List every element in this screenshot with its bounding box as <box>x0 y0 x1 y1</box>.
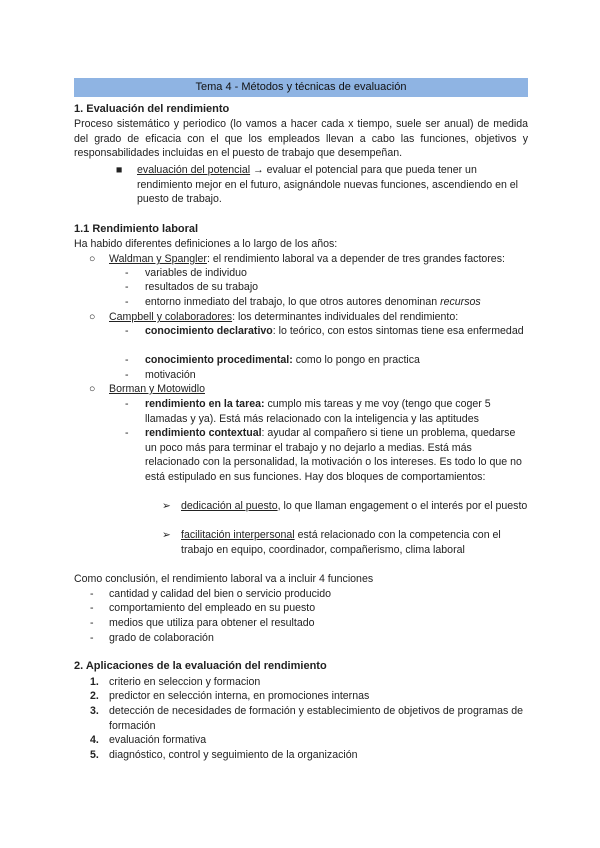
conclusion-item: grado de colaboración <box>109 632 214 644</box>
application-item: criterio en seleccion y formacion <box>109 676 261 688</box>
waldman-item <box>109 252 505 267</box>
procedural-bold: conocimiento procedimental: <box>145 354 293 366</box>
dash-bullet-icon: - <box>125 325 129 337</box>
dash-bullet-icon: - <box>125 354 129 366</box>
waldman-text: : el rendimiento laboral va a depender de tres grandes factores: <box>206 253 505 265</box>
arrow-bullet-icon: ➢ <box>162 529 171 541</box>
conclusion-item: cantidad y calidad del bien o servicio producido <box>109 588 332 600</box>
dash-bullet-icon: - <box>125 281 129 293</box>
list-number: 1. <box>90 676 99 688</box>
dedication-text: , lo que llaman engagement o el interés por el puesto <box>277 500 528 512</box>
section-1-heading: 1. Evaluación del rendimiento <box>74 103 230 115</box>
borman-term: Borman y Motowidlo <box>109 383 205 395</box>
declarative-bold: conocimiento declarativo <box>145 325 273 337</box>
section-1-intro: Proceso sistemático y periodico (lo vamos a hacer cada x tiempo, suele ser anual) de medida del grado de eficacia con el que los empleados llevan a cabo las funciones, objetivos y responsabilidades incluidas en el puesto de trabajo que desempeñan. <box>74 118 528 160</box>
potential-term: evaluación del potencial <box>137 164 251 176</box>
waldman-factor: variables de individuo <box>145 267 247 279</box>
dedication-item <box>181 499 528 514</box>
circle-bullet-icon: ○ <box>89 383 96 395</box>
dash-bullet-icon: - <box>125 427 129 439</box>
dash-bullet-icon: - <box>90 617 94 629</box>
declarative-text: : lo teórico, con estos sintomas tiene esa enfermedad <box>272 325 524 337</box>
contextual-text: : ayudar al compañero si tiene un problema, quedarse un poco más para terminar el trabajo y no dejarlo a medias. Está más relacionado con la personalidad, la motivación o los intereses. Es todo lo que no está estipulado en sus funciones. Hay dos bloques de comportamientos: <box>145 427 522 483</box>
application-item: detección de necesidades de formación y establecimiento de objetivos de programas de formación <box>109 705 523 732</box>
task-text: cumplo mis tareas y me voy (tengo que coger 5 llamadas y ya). Está más relacionado con la inteligencia y las aptitudes <box>145 398 491 425</box>
waldman-factor: resultados de su trabajo <box>145 281 259 293</box>
square-bullet-icon: ■ <box>116 164 123 176</box>
arrow-bullet-icon: ➢ <box>162 500 171 512</box>
recursos-italic: recursos <box>440 296 481 308</box>
conclusion-item: medios que utiliza para obtener el resultado <box>109 617 315 629</box>
campbell-text: : los determinantes individuales del rendimiento: <box>232 311 459 323</box>
campbell-determinant: motivación <box>145 369 196 381</box>
dash-bullet-icon: - <box>90 588 94 600</box>
conclusion-item: comportamiento del empleado en su puesto <box>109 602 316 614</box>
contextual-performance <box>145 426 528 484</box>
list-number: 2. <box>90 690 99 702</box>
facilitation-term: facilitación interpersonal <box>181 529 295 541</box>
circle-bullet-icon: ○ <box>89 253 96 265</box>
conclusion-text: Como conclusión, el rendimiento laboral va a incluir 4 funciones <box>74 573 374 585</box>
waldman-term: Waldman y Spangler <box>109 253 207 265</box>
dash-bullet-icon: - <box>125 267 129 279</box>
dash-bullet-icon: - <box>90 632 94 644</box>
facilitation-item <box>181 528 528 557</box>
list-number: 4. <box>90 734 99 746</box>
potential-text: → evaluar el potencial para que pueda tener un rendimiento mejor en el futuro, asignándole nuevas funciones, ascendiendo en el puesto de trabajo. <box>137 164 519 206</box>
contextual-bold: rendimiento contextual <box>145 427 262 439</box>
task-bold: rendimiento en la tarea: <box>145 398 265 410</box>
application-item: evaluación formativa <box>109 734 207 746</box>
dash-bullet-icon: - <box>125 398 129 410</box>
dash-bullet-icon: - <box>125 296 129 308</box>
potential-bullet <box>137 163 528 207</box>
dash-bullet-icon: - <box>90 602 94 614</box>
facilitation-text: está relacionado con la competencia con el trabajo en equipo, coordinador, compañerismo, clima laboral <box>181 529 501 556</box>
campbell-item <box>109 310 458 325</box>
dedication-term: dedicación al puesto <box>181 500 278 512</box>
section-1-1-heading: 1.1 Rendimiento laboral <box>74 223 199 235</box>
procedural-text: como lo pongo en practica <box>292 354 420 366</box>
campbell-determinant <box>145 353 420 368</box>
section-1-1-intro: Ha habido diferentes definiciones a lo largo de los años: <box>74 238 338 250</box>
list-number: 5. <box>90 749 99 761</box>
circle-bullet-icon: ○ <box>89 311 96 323</box>
application-item: predictor en selección interna, en promociones internas <box>109 690 370 702</box>
section-2-heading: 2. Aplicaciones de la evaluación del rendimiento <box>74 660 327 672</box>
campbell-term: Campbell y colaboradores <box>109 311 233 323</box>
list-number: 3. <box>90 705 99 717</box>
dash-bullet-icon: - <box>125 369 129 381</box>
application-item: diagnóstico, control y seguimiento de la organización <box>109 749 358 761</box>
document-title: Tema 4 - Métodos y técnicas de evaluación <box>74 78 528 97</box>
waldman-factor <box>145 295 481 310</box>
task-performance <box>145 397 528 426</box>
waldman-factor-text: entorno inmediato del trabajo, lo que otros autores denominan <box>145 296 441 308</box>
campbell-determinant <box>145 324 528 339</box>
